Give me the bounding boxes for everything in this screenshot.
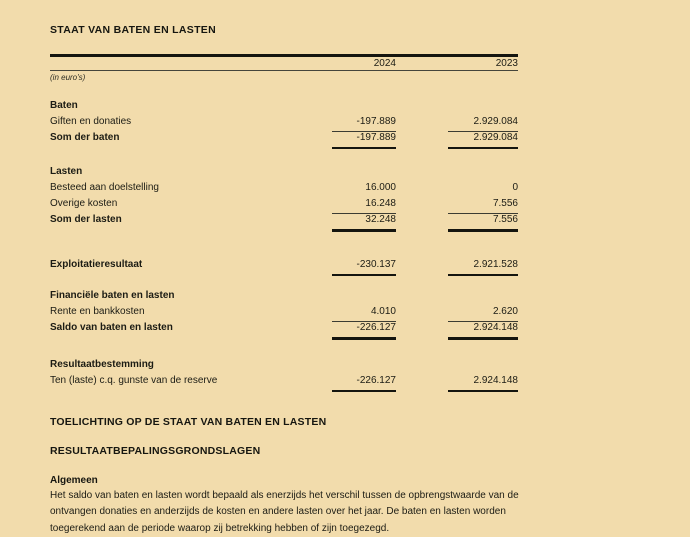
value-2024: -197.889 <box>332 131 396 143</box>
value-2024: -197.889 <box>356 115 396 127</box>
section-header-baten <box>50 98 518 113</box>
algemeen-heading: Algemeen <box>50 475 98 486</box>
value-2023: 2.921.528 <box>473 258 518 270</box>
row-label: Lasten <box>50 166 83 177</box>
column-header-2024: 2024 <box>373 57 396 69</box>
value-2024: 16.248 <box>365 198 396 209</box>
total-underline <box>50 390 518 393</box>
row-label: Exploitatieresultaat <box>50 258 143 270</box>
row-label: Som der lasten <box>50 214 122 225</box>
unit-note: (in euro's) <box>50 72 86 82</box>
statement-table <box>50 54 518 392</box>
row-label: Som der baten <box>50 131 120 143</box>
row-label: Overige kosten <box>50 198 118 209</box>
value-2024: 4.010 <box>370 306 396 317</box>
grondslagen-heading: RESULTAATBEPALINGSGRONDSLAGEN <box>50 445 261 457</box>
row-label: Besteed aan doelstelling <box>50 182 159 193</box>
row-label: Giften en donaties <box>50 115 132 127</box>
value-2023: 7.556 <box>492 198 518 209</box>
section-header-financiele-baten-en-lasten <box>50 288 518 303</box>
table-row-resultaatbestemming <box>50 372 518 388</box>
total-underline <box>50 147 518 150</box>
page-title: STAAT VAN BATEN EN LASTEN <box>50 24 216 36</box>
value-2024: 16.000 <box>365 182 396 193</box>
value-2024: -226.127 <box>356 374 396 386</box>
value-2023: 2.924.148 <box>473 374 518 386</box>
total-underline <box>50 274 518 277</box>
row-label: Financiële baten en lasten <box>50 290 175 301</box>
value-2023: 2.924.148 <box>448 321 518 333</box>
table-head-rule <box>50 70 518 71</box>
value-2024: -230.137 <box>356 258 396 270</box>
section-header-lasten <box>50 164 518 179</box>
total-row-som-der-baten <box>50 129 518 145</box>
algemeen-paragraph: Het saldo van baten en lasten wordt bepaald als enerzijds het verschil tussen de opbrengstwaarde van de ontvangen donaties en anderzijds de kosten en andere lasten over het jaar. De baten en lasten worden toegerekend aan de periode waarop zij betrekking hebben of zijn toegezegd. <box>50 490 519 534</box>
row-label: Baten <box>50 99 78 111</box>
total-row-som-der-lasten <box>50 211 518 227</box>
value-2023: 0 <box>512 182 518 193</box>
table-row <box>50 303 518 319</box>
toelichting-heading: TOELICHTING OP DE STAAT VAN BATEN EN LASTEN <box>50 416 327 428</box>
total-underline <box>50 337 518 340</box>
row-label: Ten (laste) c.q. gunste van de reserve <box>50 374 218 386</box>
total-row-saldo-van-baten-en-lasten <box>50 319 518 335</box>
column-header-row <box>50 57 518 70</box>
table-row <box>50 113 518 129</box>
table-row <box>50 179 518 195</box>
total-underline <box>50 229 518 232</box>
column-header-2023: 2023 <box>495 57 518 69</box>
row-label: Resultaatbestemming <box>50 358 154 370</box>
table-row <box>50 195 518 211</box>
section-header-resultaatbestemming <box>50 357 518 372</box>
value-2023: 7.556 <box>448 213 518 225</box>
value-2023: 2.929.084 <box>448 131 518 143</box>
value-2023: 2.620 <box>492 306 518 317</box>
row-label: Saldo van baten en lasten <box>50 322 173 333</box>
value-2023: 2.929.084 <box>473 115 518 127</box>
total-row-exploitatieresultaat <box>50 256 518 272</box>
value-2024: -226.127 <box>332 321 396 333</box>
row-label: Rente en bankkosten <box>50 306 145 317</box>
value-2024: 32.248 <box>332 213 396 225</box>
